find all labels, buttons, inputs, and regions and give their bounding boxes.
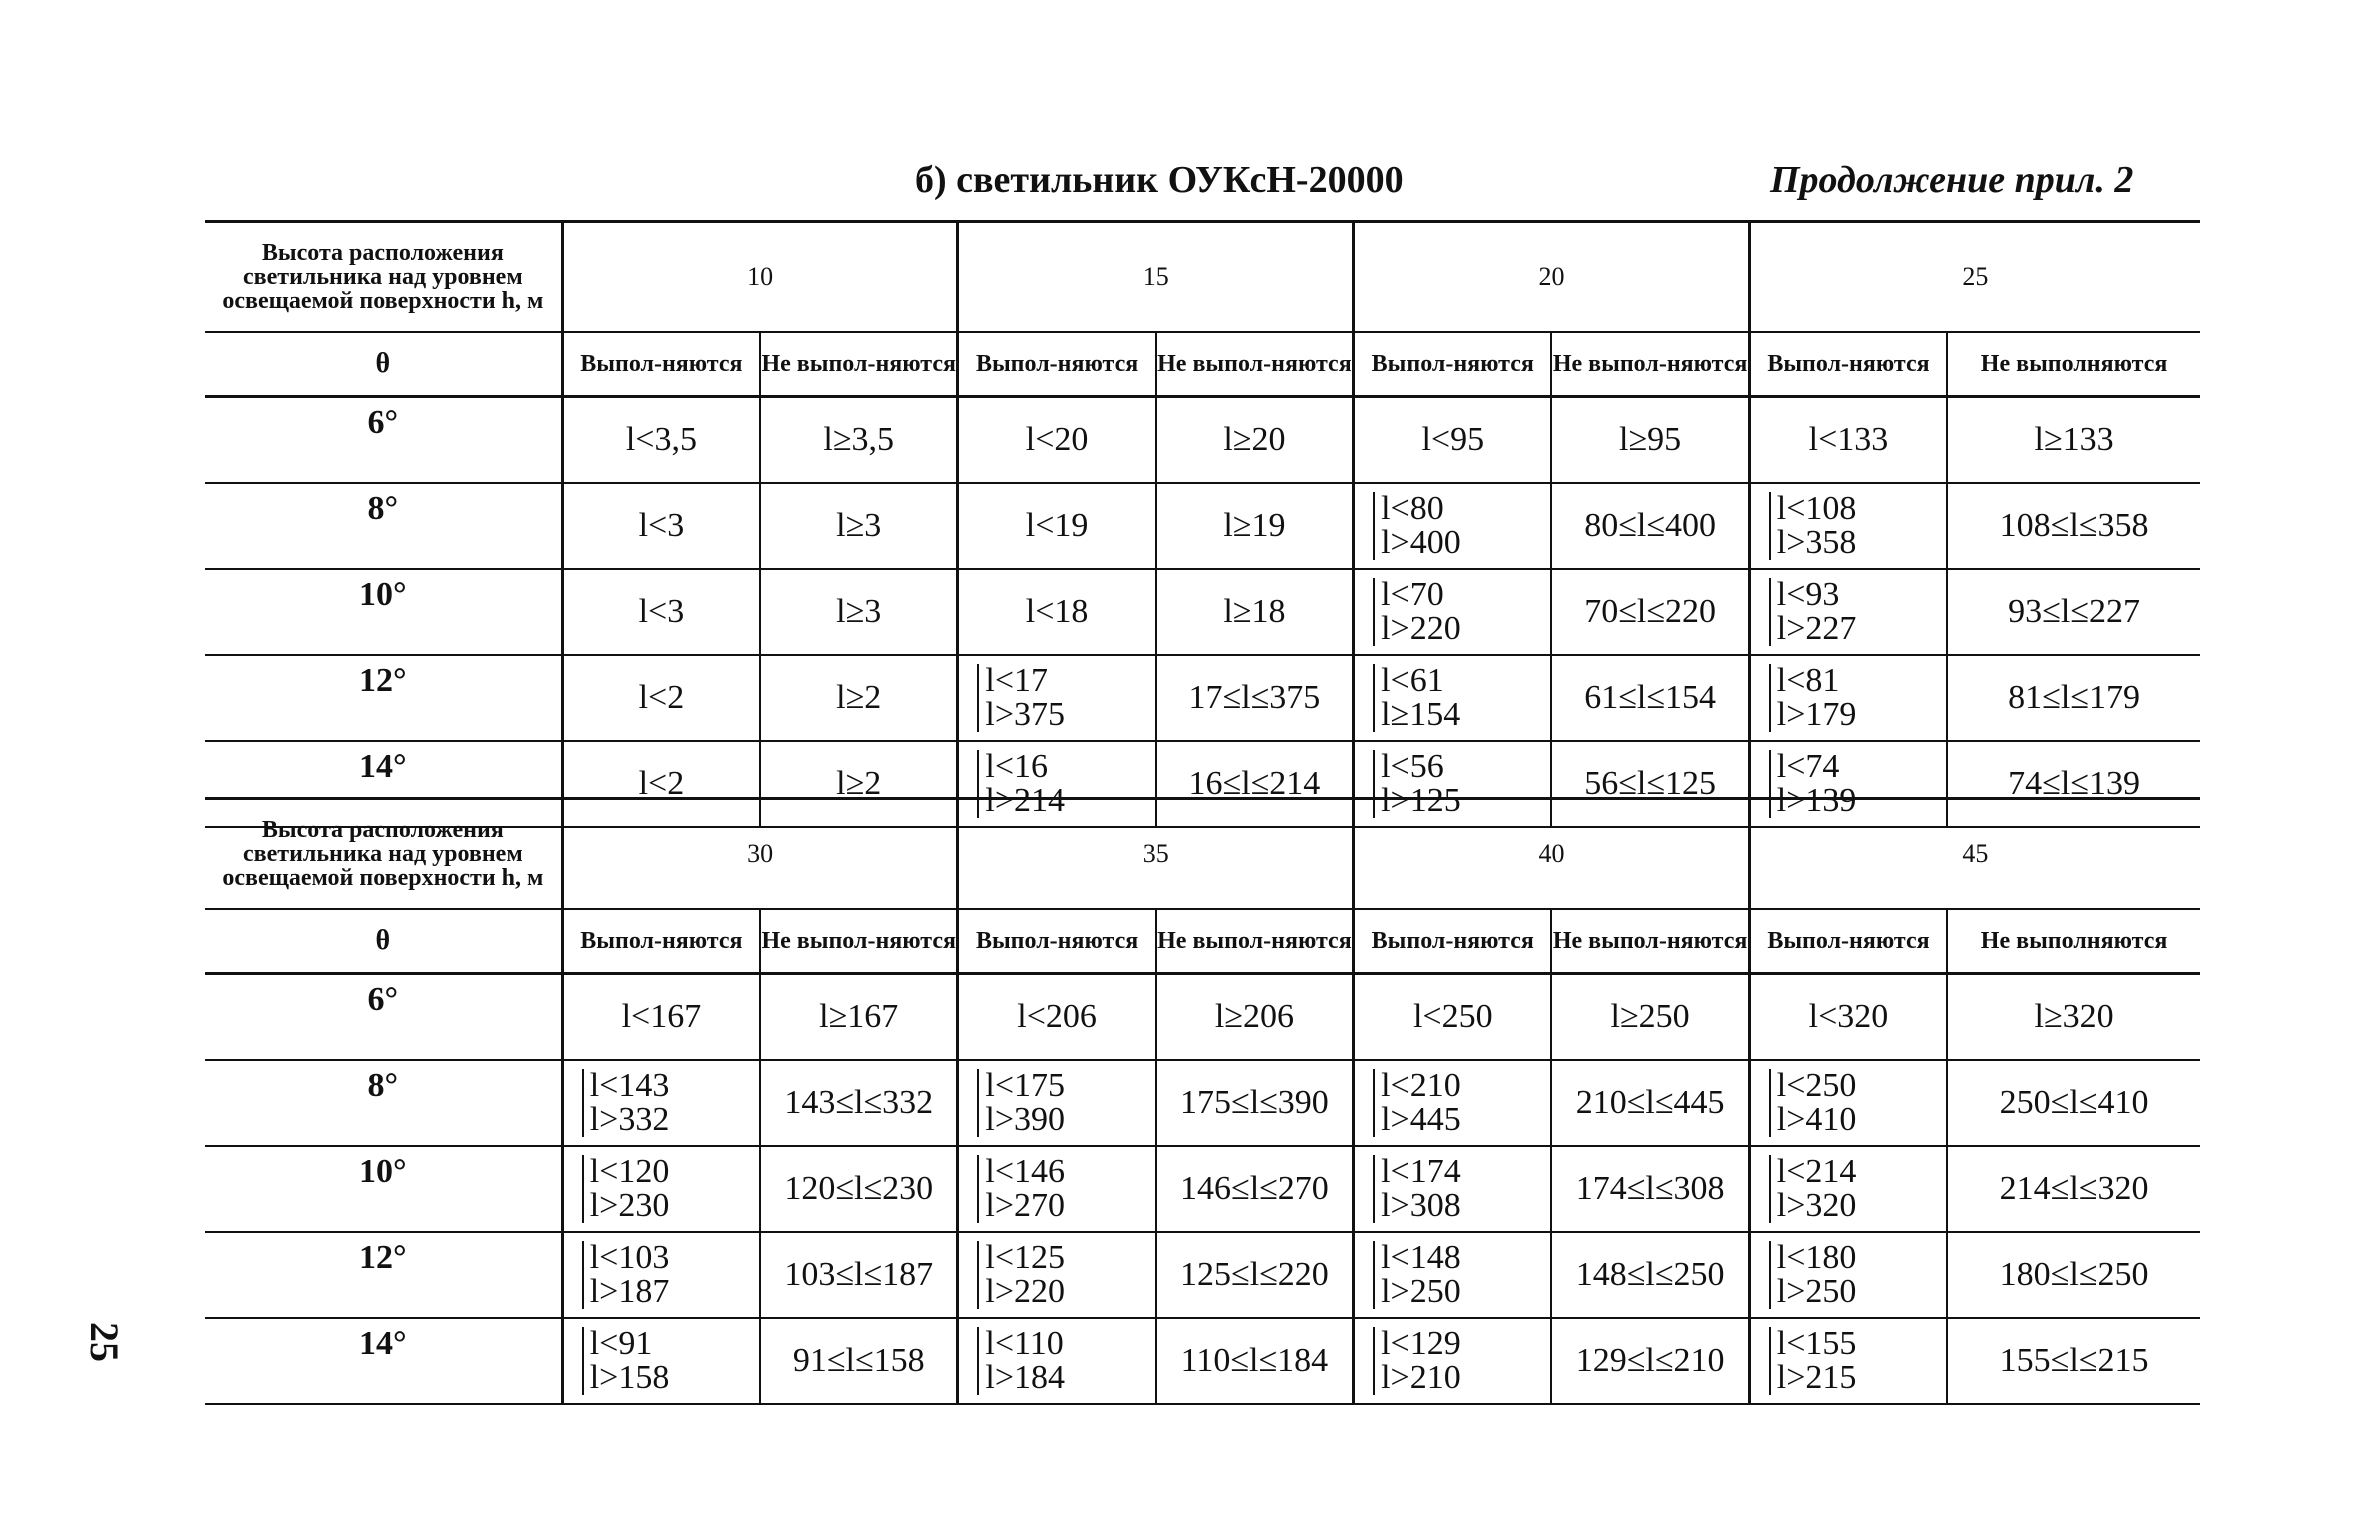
condition-cell: [1551, 569, 1749, 655]
condition-bracket: [582, 1327, 670, 1395]
condition-value: 214≤l≤320: [1999, 1170, 2149, 1207]
condition-cell: [1551, 483, 1749, 569]
condition-bracket: [1373, 1327, 1461, 1395]
table-row: [205, 1060, 2200, 1146]
condition-value: 93≤l≤227: [2008, 593, 2140, 630]
condition-value: 61≤l≤154: [1584, 679, 1716, 716]
condition-cell: [562, 569, 760, 655]
condition-cell: [1749, 483, 1947, 569]
condition-bracket: [1769, 664, 1857, 732]
condition-value: l≥3: [836, 507, 882, 544]
distance-header: 35: [958, 799, 1354, 910]
header-row-conditions: [205, 332, 2200, 397]
condition-value: l>227: [1776, 610, 1857, 647]
condition-value: l<180: [1776, 1239, 1857, 1276]
condition-cell: [958, 569, 1156, 655]
condition-cell: [958, 1146, 1156, 1232]
condition-value: 143≤l≤332: [784, 1084, 934, 1121]
condition-value: l<17: [985, 662, 1049, 699]
condition-value: 110≤l≤184: [1180, 1342, 1329, 1379]
condition-cell: [1749, 397, 1947, 484]
condition-value: l<93: [1776, 576, 1840, 613]
condition-value: l<120: [589, 1153, 670, 1190]
met-header: Выпол-няются: [1354, 332, 1552, 397]
condition-value: 146≤l≤270: [1180, 1170, 1329, 1207]
condition-bracket: [1769, 1241, 1857, 1309]
condition-value: l<3: [638, 507, 685, 544]
condition-value: l≥18: [1223, 593, 1286, 630]
table-row: [205, 1232, 2200, 1318]
param-label-cell: Высота расположения светильника над уровнем освещаемой поверхности h, м: [205, 222, 562, 333]
condition-cell: [1947, 1060, 2200, 1146]
angle-cell: 12°: [205, 1232, 562, 1318]
condition-value: l<155: [1776, 1325, 1857, 1362]
table-row: [205, 974, 2200, 1061]
condition-value: l<61: [1381, 662, 1444, 699]
condition-cell: [1156, 655, 1354, 741]
not-met-header: Не выпол-няются: [1551, 909, 1749, 974]
condition-value: l≥2: [836, 679, 882, 716]
condition-value: l≥19: [1223, 507, 1286, 544]
condition-cell: [760, 397, 958, 484]
condition-cell: [1354, 569, 1552, 655]
condition-bracket: [582, 1155, 670, 1223]
condition-cell: [958, 397, 1156, 484]
angle-cell: 8°: [205, 483, 562, 569]
met-header: Выпол-няются: [958, 909, 1156, 974]
condition-cell: [1156, 1232, 1354, 1318]
distance-header: 15: [958, 222, 1354, 333]
distance-header: 10: [562, 222, 958, 333]
condition-value: l<148: [1381, 1239, 1461, 1276]
condition-value: l<320: [1808, 998, 1889, 1035]
condition-value: l<206: [1017, 998, 1097, 1035]
condition-value: 180≤l≤250: [1999, 1256, 2149, 1293]
condition-value: l≥320: [2034, 998, 2114, 1035]
condition-cell: [1947, 974, 2200, 1061]
condition-value: l>390: [985, 1101, 1066, 1138]
condition-value: l≥250: [1610, 998, 1690, 1035]
condition-value: l>250: [1381, 1273, 1461, 1310]
condition-bracket: [977, 1241, 1065, 1309]
condition-value: l>158: [589, 1359, 670, 1396]
condition-value: l>230: [589, 1187, 670, 1224]
met-header: Выпол-няются: [562, 332, 760, 397]
not-met-header: Не выпол-няются: [1156, 909, 1354, 974]
condition-cell: [1156, 974, 1354, 1061]
condition-bracket: [1373, 1155, 1461, 1223]
condition-value: l<2: [638, 679, 685, 716]
condition-value: l≥133: [2034, 421, 2114, 458]
condition-bracket: [582, 1069, 670, 1137]
condition-cell: [562, 974, 760, 1061]
condition-bracket: [1373, 1241, 1461, 1309]
condition-cell: [1551, 974, 1749, 1061]
condition-value: l<175: [985, 1067, 1066, 1104]
condition-cell: [760, 569, 958, 655]
condition-value: l<146: [985, 1153, 1066, 1190]
table-row: [205, 655, 2200, 741]
condition-cell: [1749, 655, 1947, 741]
distance-header: 40: [1354, 799, 1750, 910]
condition-value: l<3: [638, 593, 685, 630]
condition-value: 155≤l≤215: [1999, 1342, 2149, 1379]
met-header: Выпол-няются: [958, 332, 1156, 397]
condition-value: l<129: [1381, 1325, 1461, 1362]
condition-value: l>445: [1381, 1101, 1461, 1138]
angle-cell: 14°: [205, 741, 562, 827]
condition-cell: [958, 1060, 1156, 1146]
section-title: б) светильник ОУКсН-20000: [915, 159, 1404, 201]
condition-cell: [1156, 483, 1354, 569]
condition-cell: [1354, 974, 1552, 1061]
condition-cell: [1156, 1146, 1354, 1232]
condition-cell: [1354, 1146, 1552, 1232]
table-row: [205, 1146, 2200, 1232]
condition-value: l>179: [1776, 696, 1857, 733]
condition-value: l<80: [1381, 490, 1444, 527]
not-met-header: Не выпол-няются: [760, 909, 958, 974]
param-label-cell: Высота расположения светильника над уровнем освещаемой поверхности h, м: [205, 799, 562, 910]
angle-cell: 12°: [205, 655, 562, 741]
condition-cell: [760, 1146, 958, 1232]
condition-cell: [1749, 1318, 1947, 1404]
condition-value: l>215: [1776, 1359, 1857, 1396]
condition-bracket: [1373, 1069, 1461, 1137]
condition-cell: [562, 1232, 760, 1318]
condition-value: l<174: [1381, 1153, 1461, 1190]
condition-value: l≥2: [836, 765, 882, 802]
not-met-header: Не выпол-няются: [1156, 332, 1354, 397]
condition-value: l≥95: [1619, 421, 1682, 458]
condition-cell: [562, 1318, 760, 1404]
condition-cell: [760, 974, 958, 1061]
distance-header: 20: [1354, 222, 1750, 333]
angle-cell: 6°: [205, 974, 562, 1061]
condition-cell: [1354, 1232, 1552, 1318]
not-met-header: Не выпол-няются: [760, 332, 958, 397]
condition-value: l>184: [985, 1359, 1066, 1396]
condition-value: l>187: [589, 1273, 670, 1310]
condition-value: l<18: [1025, 593, 1089, 630]
condition-value: l<250: [1776, 1067, 1857, 1104]
condition-cell: [1947, 483, 2200, 569]
condition-value: l≥206: [1214, 998, 1294, 1035]
condition-cell: [1354, 655, 1552, 741]
condition-bracket: [1769, 578, 1857, 646]
condition-bracket: [1769, 1155, 1857, 1223]
condition-value: l<81: [1776, 662, 1840, 699]
condition-cell: [1354, 397, 1552, 484]
condition-cell: [1551, 1146, 1749, 1232]
condition-value: l<210: [1381, 1067, 1461, 1104]
condition-cell: [1156, 1060, 1354, 1146]
condition-cell: [1551, 1318, 1749, 1404]
condition-cell: [1947, 1232, 2200, 1318]
distance-header: 45: [1749, 799, 2200, 910]
condition-cell: [1749, 1146, 1947, 1232]
condition-value: l>308: [1381, 1187, 1461, 1224]
condition-value: l≥20: [1223, 421, 1286, 458]
angle-cell: 14°: [205, 1318, 562, 1404]
condition-value: 129≤l≤210: [1575, 1342, 1725, 1379]
header-row-conditions: [205, 909, 2200, 974]
condition-bracket: [977, 1155, 1065, 1223]
condition-value: l≥3: [836, 593, 882, 630]
condition-value: 175≤l≤390: [1180, 1084, 1329, 1121]
condition-value: l<70: [1381, 576, 1444, 613]
condition-bracket: [977, 1327, 1065, 1395]
angle-cell: 10°: [205, 1146, 562, 1232]
condition-value: l<3,5: [625, 421, 697, 458]
condition-bracket: [977, 664, 1065, 732]
condition-cell: [1156, 397, 1354, 484]
condition-value: l>400: [1381, 524, 1461, 561]
condition-value: l≥154: [1381, 696, 1461, 733]
condition-value: l<110: [985, 1325, 1064, 1362]
condition-cell: [1354, 1318, 1552, 1404]
condition-cell: [1749, 974, 1947, 1061]
condition-cell: [562, 397, 760, 484]
condition-value: l<2: [638, 765, 685, 802]
not-met-header: Не выполняются: [1947, 909, 2200, 974]
condition-cell: [760, 1318, 958, 1404]
condition-value: l<108: [1776, 490, 1857, 527]
condition-value: 148≤l≤250: [1575, 1256, 1725, 1293]
condition-value: 174≤l≤308: [1575, 1170, 1725, 1207]
theta-label: θ: [205, 909, 562, 974]
condition-value: l>332: [589, 1101, 670, 1138]
met-header: Выпол-няются: [1749, 909, 1947, 974]
condition-value: 125≤l≤220: [1180, 1256, 1329, 1293]
condition-bracket: [1373, 578, 1461, 646]
condition-bracket: [1373, 492, 1461, 560]
condition-value: l<20: [1025, 421, 1089, 458]
condition-value: 103≤l≤187: [784, 1256, 934, 1293]
condition-value: l>270: [985, 1187, 1066, 1224]
condition-value: l>220: [1381, 610, 1461, 647]
condition-cell: [1947, 569, 2200, 655]
condition-cell: [1551, 655, 1749, 741]
condition-value: l<19: [1025, 507, 1089, 544]
condition-cell: [760, 483, 958, 569]
condition-cell: [760, 1060, 958, 1146]
condition-value: 91≤l≤158: [792, 1342, 925, 1379]
distance-header: 25: [1749, 222, 2200, 333]
met-header: Выпол-няются: [562, 909, 760, 974]
condition-cell: [562, 483, 760, 569]
condition-value: l<91: [589, 1325, 653, 1362]
condition-cell: [958, 1318, 1156, 1404]
condition-cell: [1156, 1318, 1354, 1404]
condition-cell: [958, 483, 1156, 569]
condition-cell: [1551, 1232, 1749, 1318]
condition-value: 17≤l≤375: [1188, 679, 1321, 716]
condition-value: l>125: [1381, 782, 1461, 819]
condition-value: l≥167: [819, 998, 899, 1035]
condition-cell: [1156, 569, 1354, 655]
condition-cell: [760, 655, 958, 741]
condition-value: l>210: [1381, 1359, 1461, 1396]
condition-value: l<103: [589, 1239, 670, 1276]
condition-cell: [1354, 483, 1552, 569]
condition-value: 74≤l≤139: [2008, 765, 2140, 802]
distance-header: 30: [562, 799, 958, 910]
condition-value: 120≤l≤230: [784, 1170, 934, 1207]
not-met-header: Не выполняются: [1947, 332, 2200, 397]
angle-cell: 6°: [205, 397, 562, 484]
condition-bracket: [1769, 1327, 1857, 1395]
header-row-distance: [205, 799, 2200, 910]
not-met-header: Не выпол-няются: [1551, 332, 1749, 397]
condition-value: l<214: [1776, 1153, 1857, 1190]
table-distances-10-25: [205, 220, 2200, 828]
condition-cell: [1749, 1060, 1947, 1146]
condition-cell: [562, 1060, 760, 1146]
condition-value: l>320: [1776, 1187, 1857, 1224]
condition-bracket: [1769, 1069, 1857, 1137]
condition-value: l≥3,5: [823, 421, 895, 458]
condition-value: l>375: [985, 696, 1066, 733]
condition-cell: [1551, 397, 1749, 484]
condition-value: l>220: [985, 1273, 1066, 1310]
condition-value: 70≤l≤220: [1584, 593, 1716, 630]
condition-cell: [1354, 1060, 1552, 1146]
condition-value: l<95: [1421, 421, 1485, 458]
continuation-note: Продолжение прил. 2: [1770, 159, 2134, 201]
theta-label: θ: [205, 332, 562, 397]
condition-bracket: [582, 1241, 670, 1309]
condition-cell: [1947, 655, 2200, 741]
condition-cell: [1947, 1318, 2200, 1404]
condition-cell: [562, 1146, 760, 1232]
condition-cell: [1551, 1060, 1749, 1146]
table-row: [205, 483, 2200, 569]
table-row: [205, 569, 2200, 655]
condition-value: 250≤l≤410: [1999, 1084, 2149, 1121]
table-distances-30-45: [205, 797, 2200, 1405]
condition-bracket: [977, 1069, 1065, 1137]
condition-value: l<143: [589, 1067, 670, 1104]
angle-cell: 10°: [205, 569, 562, 655]
condition-value: l>250: [1776, 1273, 1857, 1310]
condition-cell: [1947, 1146, 2200, 1232]
condition-cell: [958, 974, 1156, 1061]
condition-value: 80≤l≤400: [1584, 507, 1716, 544]
condition-value: l<56: [1381, 748, 1444, 785]
condition-value: 16≤l≤214: [1188, 765, 1321, 802]
condition-value: l<74: [1776, 748, 1840, 785]
condition-value: l<250: [1412, 998, 1493, 1035]
condition-value: l>214: [985, 782, 1066, 819]
condition-cell: [958, 655, 1156, 741]
table-row: [205, 397, 2200, 484]
condition-value: l<167: [621, 998, 702, 1035]
condition-value: 81≤l≤179: [2008, 679, 2140, 716]
condition-cell: [760, 1232, 958, 1318]
page-number: 25: [82, 1322, 127, 1362]
condition-cell: [1749, 569, 1947, 655]
met-header: Выпол-няются: [1749, 332, 1947, 397]
condition-value: l<133: [1808, 421, 1889, 458]
header-row-distance: [205, 222, 2200, 333]
condition-value: 56≤l≤125: [1584, 765, 1716, 802]
condition-value: 210≤l≤445: [1575, 1084, 1725, 1121]
condition-cell: [562, 655, 760, 741]
condition-cell: [1947, 397, 2200, 484]
condition-cell: [958, 1232, 1156, 1318]
met-header: Выпол-няются: [1354, 909, 1552, 974]
angle-cell: 8°: [205, 1060, 562, 1146]
table-row: [205, 1318, 2200, 1404]
condition-value: l<125: [985, 1239, 1066, 1276]
condition-value: l>410: [1776, 1101, 1857, 1138]
condition-value: l>358: [1776, 524, 1857, 561]
condition-value: l>139: [1776, 782, 1857, 819]
condition-bracket: [1769, 492, 1857, 560]
condition-value: 108≤l≤358: [1999, 507, 2149, 544]
condition-value: l<16: [985, 748, 1049, 785]
condition-cell: [1749, 1232, 1947, 1318]
condition-bracket: [1373, 664, 1460, 732]
